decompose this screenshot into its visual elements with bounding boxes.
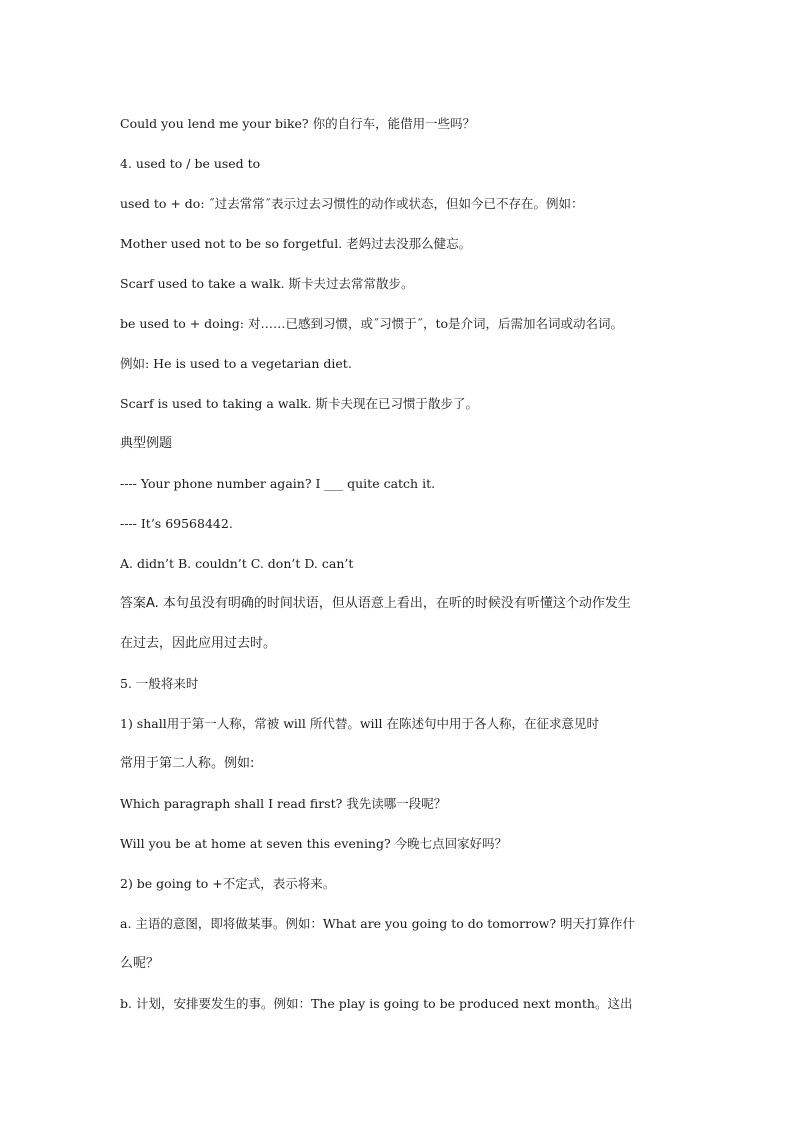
text-line: ---- It’s 69568442. (120, 516, 233, 531)
text-line: 例如: He is used to a vegetarian diet. (120, 356, 352, 371)
text-line: 常用于第二人称。例如: (120, 756, 255, 771)
text-line: a. 主语的意图，即将做某事。例如：What are you going to do tomorrow? 明天打算作什 (120, 916, 636, 931)
section-heading: 5. 一般将来时 (120, 676, 199, 691)
text-line: 么呢？ (120, 956, 160, 971)
text-line: Will you be at home at seven this evening? 今晚七点回家好吗？ (120, 836, 508, 851)
text-line: Mother used not to be so forgetful. 老妈过去没那么健忘。 (120, 236, 472, 251)
answer-options: A. didn’t B. couldn’t C. don’t D. can’t (120, 556, 354, 571)
text-line: Scarf used to take a walk. 斯卡夫过去常常散步。 (120, 276, 414, 291)
text-line: Which paragraph shall I read first? 我先读哪一段呢？ (120, 796, 447, 811)
section-heading: 4. used to / be used to (120, 156, 261, 171)
text-line: 在过去，因此应用过去时。 (120, 636, 277, 651)
text-line: 答案A. 本句虽没有明确的时间状语，但从语意上看出，在听的时候没有听懂这个动作发生 (120, 596, 631, 611)
text-line: be used to + doing: 对……已感到习惯，或˝习惯于˝，to是介词，后需加名词或动名词。 (120, 316, 623, 331)
text-line: 1) shall用于第一人称，常被 will 所代替。will 在陈述句中用于各人称，在征求意见时 (120, 716, 600, 731)
text-line: used to + do: ˝过去常常˝表示过去习惯性的动作或状态，但如今已不存在。例如： (120, 196, 584, 211)
text-line: ---- Your phone number again? I ___ quite catch it. (120, 476, 436, 491)
text-line: 2) be going to +不定式，表示将来。 (120, 876, 336, 891)
text-line: Scarf is used to taking a walk. 斯卡夫现在已习惯于散步了。 (120, 396, 479, 411)
text-line: b. 计划，安排要发生的事。例如：The play is going to be produced next month。这出 (120, 996, 633, 1011)
subheading: 典型例题 (120, 436, 173, 451)
text-line: Could you lend me your bike? 你的自行车，能借用一些吗？ (120, 116, 476, 131)
